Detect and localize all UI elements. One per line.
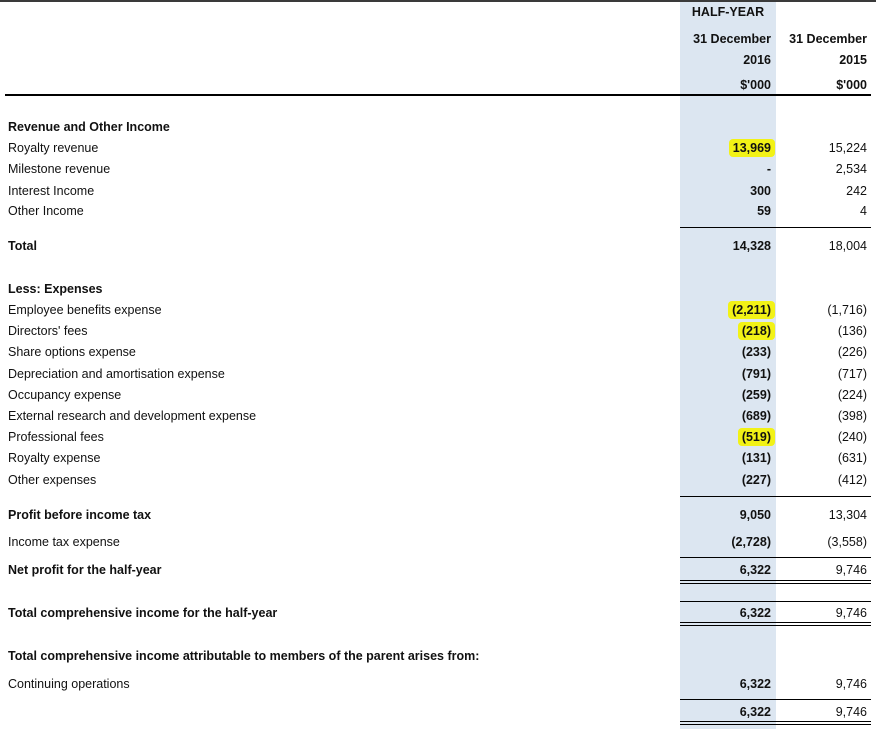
top-border [0,0,876,2]
profit-before-tax-label: Profit before income tax [8,508,152,522]
external-rd-2016: (689) [741,409,771,423]
total-2016: 14,328 [732,239,771,253]
header-rule [5,94,871,96]
royalty-expense-2016: (131) [741,451,771,465]
employee-benefits-2015: (1,716) [827,303,867,317]
royalty-expense-label: Royalty expense [8,451,101,465]
depreciation-label: Depreciation and amortisation expense [8,367,225,381]
income-tax-label: Income tax expense [8,535,120,549]
milestone-revenue-2016: - [766,162,771,176]
net-profit-2016: 6,322 [739,563,771,577]
total-label: Total [8,239,37,253]
final-total-rule-1 [680,721,871,722]
continuing-ops-2015: 9,746 [835,677,867,691]
depreciation-2015: (717) [837,367,867,381]
tci-rule-1 [680,622,871,623]
attributable-heading: Total comprehensive income attributable to members of the parent arises from: [8,649,480,663]
royalty-revenue-2016: 13,969 [733,141,771,155]
share-options-2016: (233) [741,345,771,359]
final-total-rule-2 [680,724,871,725]
directors-fees-2015: (136) [837,324,867,338]
net-profit-rule-1 [680,580,871,581]
expenses-heading: Less: Expenses [8,282,103,296]
occupancy-2015: (224) [837,388,867,402]
external-rd-2015: (398) [837,409,867,423]
profit-before-tax-2015: 13,304 [828,508,867,522]
revenue-heading: Revenue and Other Income [8,120,170,134]
total-rule [680,227,871,228]
net-profit-label: Net profit for the half-year [8,563,162,577]
tci-rule-top [680,601,871,602]
col-2015-date: 31 December [789,32,867,46]
tci-rule-2 [680,625,871,626]
interest-income-label: Interest Income [8,184,95,198]
net-profit-2015: 9,746 [835,563,867,577]
col-2015-unit: $'000 [836,78,867,92]
other-income-2015: 4 [860,204,867,218]
other-expenses-label: Other expenses [8,473,97,487]
professional-fees-2016: (519) [742,430,771,444]
professional-fees-2015: (240) [837,430,867,444]
final-total-rule-top [680,699,871,700]
profit-before-tax-2016: 9,050 [739,508,771,522]
total-2015: 18,004 [828,239,867,253]
directors-fees-2016: (218) [742,324,771,338]
net-profit-rule-top [680,557,871,558]
royalty-revenue-label: Royalty revenue [8,141,99,155]
tci-2015: 9,746 [835,606,867,620]
depreciation-2016: (791) [741,367,771,381]
occupancy-label: Occupancy expense [8,388,122,402]
income-tax-2016: (2,728) [731,535,771,549]
occupancy-2016: (259) [741,388,771,402]
col-2015-year: 2015 [839,53,867,67]
final-total-2016: 6,322 [739,705,771,719]
period-title: HALF-YEAR [691,5,765,19]
milestone-revenue-2015: 2,534 [835,162,867,176]
share-options-2015: (226) [837,345,867,359]
royalty-revenue-2015: 15,224 [828,141,867,155]
share-options-label: Share options expense [8,345,136,359]
employee-benefits-label: Employee benefits expense [8,303,162,317]
expenses-rule [680,496,871,497]
interest-income-2015: 242 [846,184,867,198]
col-2016-year: 2016 [743,53,771,67]
tci-label: Total comprehensive income for the half-year [8,606,278,620]
other-income-label: Other Income [8,204,84,218]
tci-2016: 6,322 [739,606,771,620]
external-rd-label: External research and development expense [8,409,257,423]
directors-fees-label: Directors' fees [8,324,88,338]
milestone-revenue-label: Milestone revenue [8,162,111,176]
col-2016-unit: $'000 [740,78,771,92]
royalty-expense-2015: (631) [837,451,867,465]
col-2016-date: 31 December [693,32,771,46]
other-income-2016: 59 [757,204,771,218]
income-tax-2015: (3,558) [827,535,867,549]
continuing-ops-label: Continuing operations [8,677,130,691]
continuing-ops-2016: 6,322 [739,677,771,691]
net-profit-rule-2 [680,583,871,584]
interest-income-2016: 300 [750,184,771,198]
final-total-2015: 9,746 [835,705,867,719]
other-expenses-2016: (227) [741,473,771,487]
employee-benefits-2016: (2,211) [732,303,771,317]
professional-fees-label: Professional fees [8,430,104,444]
other-expenses-2015: (412) [837,473,867,487]
